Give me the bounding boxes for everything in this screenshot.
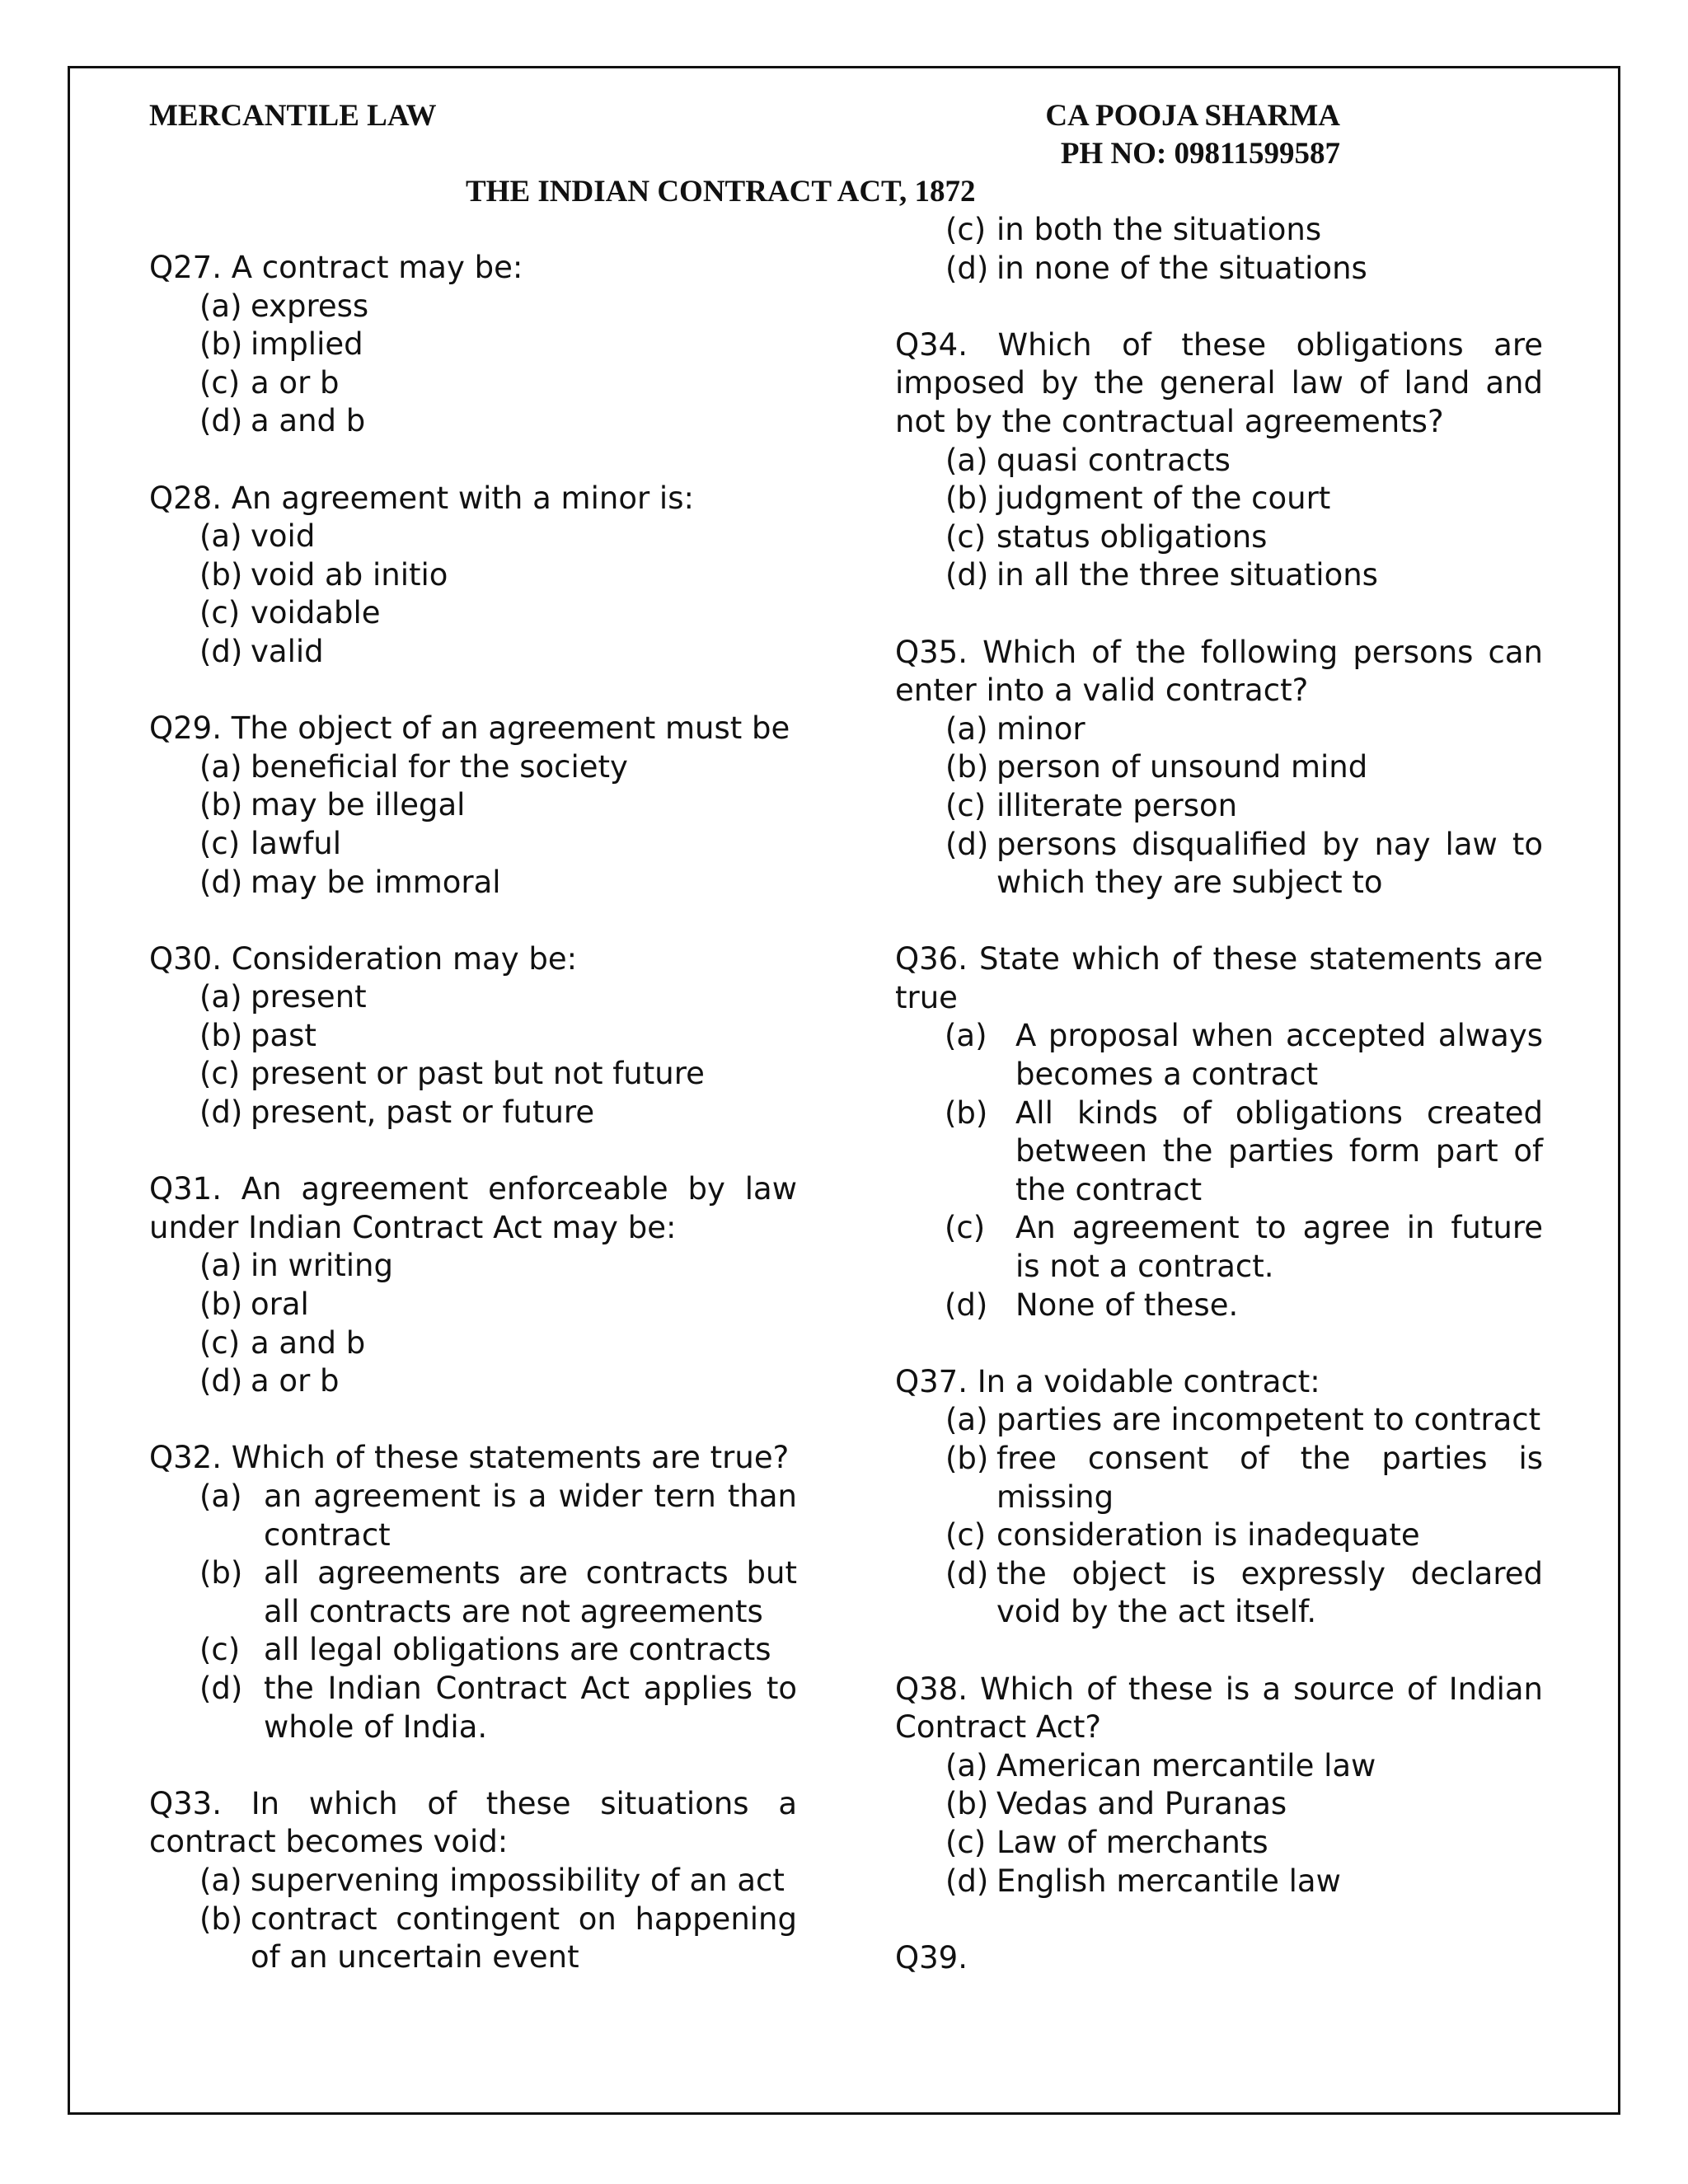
- option-label: (a): [199, 1479, 242, 1514]
- option-text: valid: [251, 633, 324, 669]
- option-a: [895, 1401, 1543, 1440]
- option-label: (a): [199, 748, 242, 785]
- option-label: (b): [945, 1786, 989, 1822]
- option-label: (d): [199, 633, 243, 669]
- question-text: Q39.: [895, 1939, 968, 1975]
- option-text: All kinds of obligations created between the parties form part of the contract: [1015, 1094, 1543, 1207]
- option-text: may be immoral: [251, 864, 501, 900]
- option-label: (b): [199, 1286, 243, 1323]
- option-label: (c): [945, 1210, 986, 1246]
- option-label: (c): [945, 787, 987, 823]
- option-text: minor: [996, 710, 1085, 747]
- option-label: (c): [945, 1824, 987, 1860]
- subject-heading: MERCANTILE LAW: [149, 99, 437, 133]
- option-d: [895, 1286, 1543, 1325]
- option-text: status obligations: [996, 518, 1268, 555]
- option-label: (a): [945, 710, 988, 747]
- option-a: [149, 518, 797, 556]
- option-a: [149, 1478, 797, 1554]
- option-b: [149, 1286, 797, 1324]
- option-d: [895, 1863, 1543, 1901]
- question-q39: [895, 1939, 1543, 1978]
- option-text: a or b: [251, 364, 340, 401]
- option-c: [895, 1824, 1543, 1863]
- option-label: (d): [199, 1363, 243, 1399]
- question-q34: [895, 326, 1543, 595]
- option-label: (b): [199, 787, 243, 823]
- option-text: express: [251, 288, 369, 324]
- option-a: [149, 1247, 797, 1286]
- question-text: Q35. Which of the following persons can enter into a valid contract?: [895, 634, 1543, 709]
- option-c: [149, 1055, 797, 1094]
- option-label: (a): [945, 1402, 988, 1438]
- option-text: contract contingent on happening of an uncertain event: [251, 1900, 797, 1975]
- question-text: Q29. The object of an agreement must be: [149, 710, 790, 747]
- option-a: [149, 1862, 797, 1900]
- question-text: Q38. Which of these is a source of Indian Contract Act?: [895, 1671, 1543, 1746]
- option-label: (d): [945, 1286, 988, 1323]
- option-text: supervening impossibility of an act: [251, 1862, 785, 1898]
- question-text: Q28. An agreement with a minor is:: [149, 480, 694, 516]
- option-text: void ab initio: [251, 556, 448, 593]
- option-b: [149, 1554, 797, 1631]
- author-name: CA POOJA SHARMA: [1045, 99, 1340, 133]
- option-label: (b): [945, 480, 989, 517]
- option-text: present or past but not future: [251, 1056, 705, 1092]
- option-text: English mercantile law: [996, 1863, 1341, 1899]
- left-column: [149, 249, 797, 1977]
- option-text: persons disqualified by nay law to which they are subject to: [996, 826, 1543, 901]
- question-text: Q32. Which of these statements are true?: [149, 1440, 790, 1476]
- question-q27: [149, 249, 797, 441]
- phone-number: PH NO: 09811599587: [1060, 137, 1340, 171]
- option-text: a and b: [251, 1324, 366, 1361]
- option-text: the Indian Contract Act applies to whole of India.: [264, 1670, 797, 1745]
- option-c: [149, 364, 797, 403]
- option-a: [895, 710, 1543, 749]
- option-label: (a): [945, 1018, 987, 1054]
- option-text: all agreements are contracts but all contracts are not agreements: [264, 1555, 797, 1629]
- option-text: lawful: [251, 825, 341, 861]
- question-text: Q33. In which of these situations a contract becomes void:: [149, 1785, 797, 1860]
- question-q37: [895, 1363, 1543, 1632]
- option-label: (a): [199, 1248, 242, 1284]
- option-d: [895, 826, 1543, 902]
- option-text: in all the three situations: [996, 557, 1378, 593]
- question-q33-continued: [895, 211, 1543, 288]
- option-label: (c): [199, 1056, 241, 1092]
- question-text: Q30. Consideration may be:: [149, 940, 578, 977]
- option-text: present, past or future: [251, 1094, 595, 1131]
- option-text: a and b: [251, 403, 366, 439]
- option-text: A proposal when accepted always becomes a contract: [1015, 1018, 1543, 1093]
- option-a: [149, 978, 797, 1017]
- option-label: (d): [945, 1863, 989, 1899]
- question-text: Q37. In a voidable contract:: [895, 1363, 1320, 1399]
- option-d: [895, 1555, 1543, 1632]
- question-q28: [149, 480, 797, 672]
- option-text: past: [251, 1017, 316, 1053]
- option-label: (b): [199, 1900, 243, 1937]
- option-text: Vedas and Puranas: [996, 1786, 1287, 1822]
- option-text: None of these.: [1015, 1286, 1239, 1323]
- option-c: [895, 211, 1543, 250]
- option-label: (a): [945, 442, 988, 478]
- option-label: (d): [199, 864, 243, 900]
- option-label: (a): [199, 1862, 242, 1898]
- option-b: [895, 1094, 1543, 1210]
- option-label: (b): [945, 1094, 988, 1131]
- question-q33: [149, 1785, 797, 1977]
- question-text: Q31. An agreement enforceable by law under Indian Contract Act may be:: [149, 1171, 797, 1245]
- option-c: [149, 1631, 797, 1670]
- option-text: implied: [251, 326, 363, 363]
- option-text: present: [251, 979, 367, 1015]
- option-b: [149, 1017, 797, 1056]
- question-q35: [895, 634, 1543, 902]
- option-b: [149, 326, 797, 364]
- option-label: (d): [945, 826, 989, 862]
- option-b: [149, 556, 797, 595]
- option-text: void: [251, 518, 316, 555]
- right-column: [895, 211, 1543, 1977]
- option-text: Law of merchants: [996, 1824, 1268, 1860]
- option-text: illiterate person: [996, 787, 1238, 823]
- option-c: [149, 594, 797, 633]
- option-label: (b): [199, 556, 243, 593]
- option-text: in both the situations: [996, 212, 1322, 247]
- option-c: [149, 1324, 797, 1363]
- option-d: [149, 402, 797, 441]
- option-d: [149, 1670, 797, 1746]
- option-label: (d): [945, 250, 989, 286]
- question-text: Q36. State which of these statements are true: [895, 941, 1543, 1015]
- option-c: [895, 787, 1543, 826]
- option-b: [895, 480, 1543, 518]
- option-label: (d): [199, 403, 243, 439]
- option-text: all legal obligations are contracts: [264, 1632, 771, 1668]
- option-label: (c): [945, 1517, 987, 1554]
- option-d: [149, 633, 797, 672]
- option-label: (d): [945, 557, 989, 593]
- option-a: [149, 288, 797, 326]
- option-b: [895, 1785, 1543, 1824]
- option-a: [149, 748, 797, 787]
- option-text: American mercantile law: [996, 1747, 1376, 1783]
- option-label: (c): [199, 364, 241, 401]
- option-label: (b): [199, 326, 243, 363]
- option-d: [895, 250, 1543, 288]
- option-label: (c): [199, 1632, 241, 1668]
- option-label: (b): [945, 1441, 989, 1476]
- option-label: (c): [199, 595, 241, 631]
- option-text: consideration is inadequate: [996, 1517, 1420, 1554]
- option-text: a or b: [251, 1363, 340, 1399]
- option-label: (a): [199, 518, 242, 555]
- option-d: [149, 1362, 797, 1401]
- option-text: parties are incompetent to contract: [996, 1402, 1541, 1438]
- option-text: An agreement to agree in future is not a contract.: [1015, 1210, 1543, 1285]
- option-label: (d): [199, 1094, 243, 1131]
- option-text: in none of the situations: [996, 250, 1367, 286]
- option-label: (b): [199, 1555, 243, 1591]
- option-label: (c): [945, 212, 987, 247]
- option-c: [149, 825, 797, 864]
- option-c: [895, 1209, 1543, 1286]
- question-q36: [895, 940, 1543, 1324]
- option-c: [895, 518, 1543, 557]
- question-text: Q27. A contract may be:: [149, 250, 523, 285]
- option-d: [149, 864, 797, 902]
- question-q32: [149, 1439, 797, 1746]
- option-c: [895, 1516, 1543, 1555]
- option-text: an agreement is a wider tern than contract: [264, 1479, 797, 1553]
- option-b: [895, 1440, 1543, 1516]
- question-q29: [149, 710, 797, 902]
- option-b: [895, 748, 1543, 787]
- option-text: quasi contracts: [996, 442, 1231, 478]
- option-label: (d): [945, 1555, 989, 1591]
- option-label: (c): [199, 1324, 241, 1361]
- option-text: person of unsound mind: [996, 749, 1368, 785]
- option-d: [149, 1094, 797, 1132]
- question-q38: [895, 1671, 1543, 1901]
- question-q30: [149, 940, 797, 1132]
- option-label: (a): [199, 979, 242, 1015]
- option-d: [895, 556, 1543, 595]
- option-text: voidable: [251, 595, 381, 631]
- option-label: (c): [945, 518, 987, 555]
- option-text: free consent of the parties is missing: [996, 1441, 1543, 1515]
- option-label: (a): [945, 1747, 988, 1783]
- option-text: may be illegal: [251, 787, 466, 823]
- option-label: (c): [199, 825, 241, 861]
- option-b: [149, 786, 797, 825]
- option-text: oral: [251, 1286, 309, 1323]
- option-a: [895, 1747, 1543, 1786]
- question-text: Q34. Which of these obligations are imposed by the general law of land and not by the contractual agreements?: [895, 326, 1543, 439]
- option-a: [895, 442, 1543, 480]
- option-label: (b): [945, 749, 989, 785]
- question-q31: [149, 1170, 797, 1401]
- option-text: beneficial for the society: [251, 748, 628, 785]
- option-text: the object is expressly declared void by the act itself.: [996, 1555, 1543, 1630]
- option-b: [149, 1900, 797, 1977]
- option-a: [895, 1017, 1543, 1094]
- option-text: judgment of the court: [996, 480, 1331, 517]
- option-label: (b): [199, 1017, 243, 1053]
- option-text: in writing: [251, 1248, 393, 1284]
- option-label: (d): [199, 1670, 243, 1706]
- document-title: THE INDIAN CONTRACT ACT, 1872: [466, 175, 976, 209]
- option-label: (a): [199, 288, 242, 324]
